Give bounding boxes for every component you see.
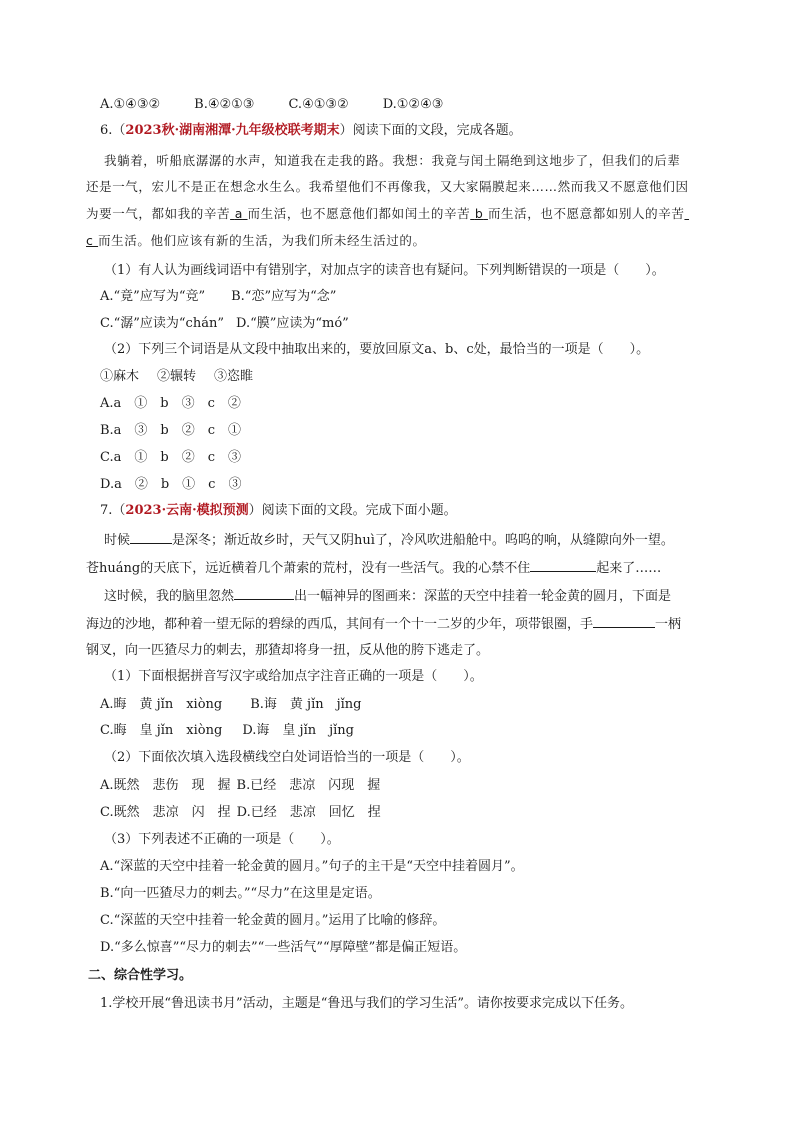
q7-sub1-stem: （1）下面根据拼音写汉字或给加点字注音正确的一项是（ ）。	[104, 669, 483, 684]
q6-passage-text: 而生活，也不愿意都如别人的辛苦	[487, 206, 685, 221]
q7-passage-line-3	[104, 586, 671, 606]
q5-option-d[interactable]: D.①②④③	[382, 97, 444, 112]
q7-passage-line-4	[86, 614, 681, 634]
q6-passage-line-2: 还是一气，宏儿不是正在想念水生么。我希望他们不再像我，又大家隔膜起来……然而我又不愿意他们因	[86, 179, 689, 194]
q7-passage-text: 起来了……	[596, 561, 662, 576]
q7-blank-4[interactable]	[593, 614, 655, 628]
q7-sub3-stem: （3）下列表述不正确的一项是（ ）。	[104, 832, 340, 847]
q7-blank-2[interactable]	[530, 558, 596, 572]
q7-passage-text: 苍huáng的天底下，远近横着几个萧索的荒村，没有一些活气。我的心禁不住	[86, 561, 531, 576]
q7-sub2-options-row-2	[100, 804, 381, 822]
q6-instruction: ）阅读下面的文段，完成各题。	[339, 123, 522, 138]
q7-passage-text: 一柄	[655, 617, 682, 632]
q7-sub3-option-c[interactable]: C.“深蓝的天空中挂着一轮金黄的圆月。”运用了比喻的修辞。	[100, 913, 446, 928]
q7-sub2-option-c[interactable]: C.既然 悲凉 闪 捏	[100, 805, 231, 820]
q6-passage-text: 而生活。他们应该有新的生活，为我们所未经生活过的。	[98, 233, 426, 248]
blank-a[interactable]: a	[234, 206, 243, 221]
q6-sub1-option-d[interactable]: D.“膜”应读为“mó”	[235, 316, 349, 331]
q6-source: 2023秋·湖南湘潭·九年级校联考期末	[125, 123, 340, 138]
blank-c[interactable]: c	[86, 233, 94, 248]
q6-sub1-option-b[interactable]: B.“恋”应写为“念”	[231, 289, 337, 304]
q6-sub2-words	[100, 368, 253, 386]
q6-sub2-option-b[interactable]: B.a ③ b ② c ①	[100, 423, 242, 438]
q6-sub1-stem: （1）有人认为画线词语中有错别字，对加点字的读音也有疑问。下列判断错误的一项是（ ）。	[104, 263, 665, 278]
q7-sub1-option-b[interactable]: B.诲 黄 jǐn jǐng	[250, 697, 362, 712]
q7-passage-line-2	[86, 558, 661, 578]
q7-heading	[100, 502, 457, 520]
q5-options	[100, 96, 443, 114]
blank-b[interactable]: b	[474, 206, 484, 221]
q7-passage-line-1	[104, 530, 674, 550]
q6-passage-line-3	[86, 205, 689, 223]
q7-sub2-options-row-1	[100, 777, 380, 795]
section-2-question-1: 1.学校开展“鲁迅读书月”活动，主题是“鲁迅与我们的学习生活”。请你按要求完成以下任务。	[100, 996, 633, 1011]
q6-heading	[100, 122, 522, 140]
q5-option-a[interactable]: A.①④③②	[100, 97, 161, 112]
q6-passage-text: 为要一气，都如我的辛苦	[86, 206, 231, 221]
q7-passage-text: 海边的沙地，都种着一望无际的碧绿的西瓜，其间有一个十一二岁的少年，项带银圈，手	[86, 617, 594, 632]
q6-sub1-options-row-1	[100, 288, 336, 306]
q7-sub1-option-a[interactable]: A.晦 黄 jǐn xiòng	[100, 697, 223, 712]
q7-instruction: ）阅读下面的文段。完成下面小题。	[248, 503, 457, 518]
q7-sub2-stem: （2）下面依次填入选段横线空白处词语恰当的一项是（ ）。	[104, 750, 470, 765]
q7-sub3-option-a[interactable]: A.“深蓝的天空中挂着一轮金黄的圆月。”句子的主干是“天空中挂着圆月”。	[100, 859, 524, 874]
q6-sub1-option-a[interactable]: A.“竟”应写为“竞”	[100, 289, 206, 304]
q7-passage-line-5: 钢叉，向一匹猹尽力的刺去，那猹却将身一扭，反从他的胯下逃走了。	[86, 643, 490, 658]
q6-passage-line-4	[86, 232, 426, 250]
q7-sub3-option-d[interactable]: D.“多么惊喜”“尽力的刺去”“一些活气”“厚障壁”都是偏正短语。	[100, 940, 467, 955]
q5-option-c[interactable]: C.④①③②	[288, 97, 349, 112]
word-2: ②辗转	[157, 369, 197, 384]
q6-sub2-option-c[interactable]: C.a ① b ② c ③	[100, 450, 241, 465]
q6-passage-line-1: 我躺着，听船底潺潺的水声，知道我在走我的路。我想：我竟与闰土隔绝到这地步了，但我们的后辈	[104, 153, 681, 168]
q7-sub2-option-a[interactable]: A.既然 悲伤 现 握	[100, 778, 231, 793]
q6-sub2-option-a[interactable]: A.a ① b ③ c ②	[100, 396, 241, 411]
q7-number: 7.（	[100, 503, 126, 518]
q7-passage-text: 时候	[104, 533, 131, 548]
q7-sub1-options-row-2	[100, 722, 354, 740]
q7-sub3-option-b[interactable]: B.“向一匹猹尽力的刺去。”“尽力”在这里是定语。	[100, 886, 381, 901]
q6-sub1-options-row-2	[100, 315, 349, 333]
q7-sub1-option-d[interactable]: D.诲 皇 jǐn jǐng	[242, 723, 354, 738]
q7-blank-1[interactable]	[130, 530, 172, 544]
word-1: ①麻木	[100, 369, 140, 384]
q7-sub2-option-d[interactable]: D.已经 悲凉 回忆 捏	[236, 805, 381, 820]
q5-option-b[interactable]: B.④②①③	[194, 97, 255, 112]
q7-passage-text: 这时候，我的脑里忽然	[104, 589, 235, 604]
q6-passage-text: 而生活，也不愿意他们都如闰土的辛苦	[247, 206, 471, 221]
q7-sub2-option-b[interactable]: B.已经 悲凉 闪现 握	[236, 778, 381, 793]
word-3: ③恣睢	[214, 369, 254, 384]
q7-sub1-options-row-1	[100, 696, 362, 714]
blank-c-start[interactable]	[684, 206, 689, 221]
q7-sub1-option-c[interactable]: C.晦 皇 jǐn xiòng	[100, 723, 223, 738]
q6-sub2-stem: （2）下列三个词语是从文段中抽取出来的，要放回原文a、b、c处，最恰当的一项是（ ）。	[104, 342, 650, 357]
q7-passage-text: 是深冬；渐近故乡时，天气又阴huì了，冷风吹进船舱中。呜呜的响，从缝隙向外一望。	[172, 533, 674, 548]
q6-sub1-option-c[interactable]: C.“潺”应读为“chán”	[100, 316, 224, 331]
q7-passage-text: 出一幅神异的图画来：深蓝的天空中挂着一轮金黄的圆月，下面是	[294, 589, 672, 604]
section-2-heading: 二、综合性学习。	[88, 968, 193, 983]
q6-number: 6.（	[100, 123, 126, 138]
q6-sub2-option-d[interactable]: D.a ② b ① c ③	[100, 477, 242, 492]
q7-source: 2023·云南·模拟预测	[125, 503, 249, 518]
q7-blank-3[interactable]	[234, 586, 294, 600]
